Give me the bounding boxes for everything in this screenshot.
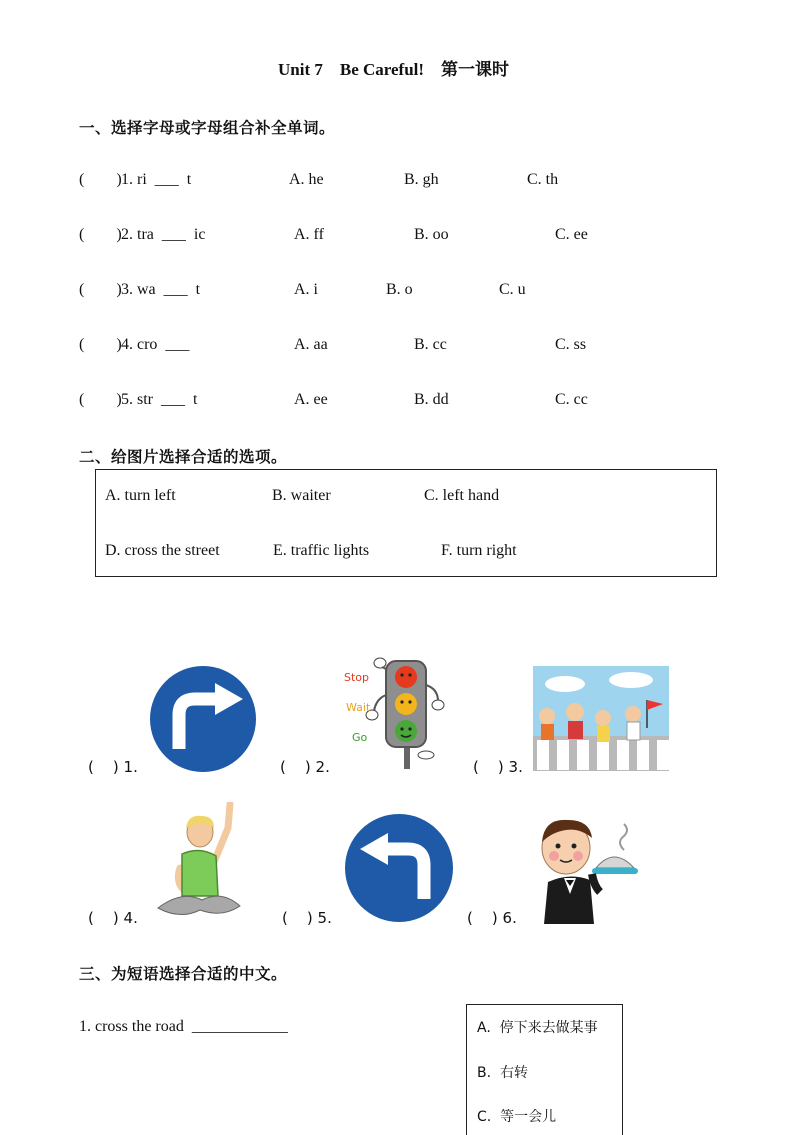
choice-c: C. 等一会儿 (477, 1109, 557, 1125)
answer-paren[interactable]: ( ) (79, 391, 122, 408)
answer-paren[interactable]: ( ) (79, 226, 122, 243)
option-turn-left: A. turn left (105, 487, 176, 504)
question-stem: 1. ri ___ t (121, 171, 192, 188)
option-a: A. aa (294, 336, 328, 353)
picture-label-6[interactable]: ( ) 6. (467, 909, 517, 927)
option-c: C. ee (555, 226, 588, 243)
option-a: A. he (289, 171, 324, 188)
option-turn-right: F. turn right (441, 542, 517, 559)
option-b: B. cc (414, 336, 447, 353)
picture-label-4[interactable]: ( ) 4. (88, 909, 138, 927)
picture-label-5[interactable]: ( ) 5. (282, 909, 332, 927)
option-waiter: B. waiter (272, 487, 331, 504)
wait-text: Wait (346, 701, 371, 714)
answer-paren[interactable]: ( ) (79, 336, 122, 353)
option-traffic-lights: E. traffic lights (273, 542, 370, 559)
page-title: Unit 7 Be Careful! 第一课时 (278, 60, 510, 79)
option-c: C. u (499, 281, 526, 298)
answer-paren[interactable]: ( ) (79, 171, 122, 188)
section1-heading: 一、选择字母或字母组合补全单词。 (79, 119, 336, 137)
question-stem: 2. tra ___ ic (121, 226, 206, 243)
section3-heading: 三、为短语选择合适的中文。 (79, 965, 288, 983)
traffic-lights-icon (342, 655, 446, 771)
turn-right-sign-icon (149, 665, 257, 773)
question-stem: 3. wa ___ t (121, 281, 201, 298)
option-b: B. gh (404, 171, 439, 188)
picture-label-3[interactable]: ( ) 3. (473, 758, 523, 776)
option-c: C. ss (555, 336, 587, 353)
option-a: A. ff (294, 226, 324, 243)
picture-label-2[interactable]: ( ) 2. (280, 758, 330, 776)
option-b: B. dd (414, 391, 449, 408)
choice-b: B. 右转 (477, 1065, 528, 1081)
crossing-street-icon (533, 666, 669, 771)
option-a: A. ee (294, 391, 328, 408)
section2-heading: 二、给图片选择合适的选项。 (79, 448, 288, 466)
choice-a: A. 停下来去做某事 (477, 1020, 598, 1036)
options-box (95, 469, 717, 577)
option-b: B. oo (414, 226, 449, 243)
option-c: C. cc (555, 391, 588, 408)
option-a: A. i (294, 281, 318, 298)
option-left-hand: C. left hand (424, 487, 500, 504)
go-text: Go (352, 731, 368, 744)
answer-paren[interactable]: ( ) (79, 281, 122, 298)
picture-label-1[interactable]: ( ) 1. (88, 758, 138, 776)
question-stem: 5. str ___ t (121, 391, 198, 408)
stop-text: Stop (344, 671, 370, 684)
option-c: C. th (527, 171, 559, 188)
option-cross-street: D. cross the street (105, 542, 220, 559)
left-hand-person-icon (152, 802, 242, 920)
phrase-cross-the-road[interactable]: 1. cross the road ____________ (79, 1018, 288, 1035)
waiter-icon (530, 812, 642, 924)
option-b: B. o (386, 281, 413, 298)
question-stem: 4. cro ___ (121, 336, 190, 353)
turn-left-sign-icon (344, 813, 454, 923)
